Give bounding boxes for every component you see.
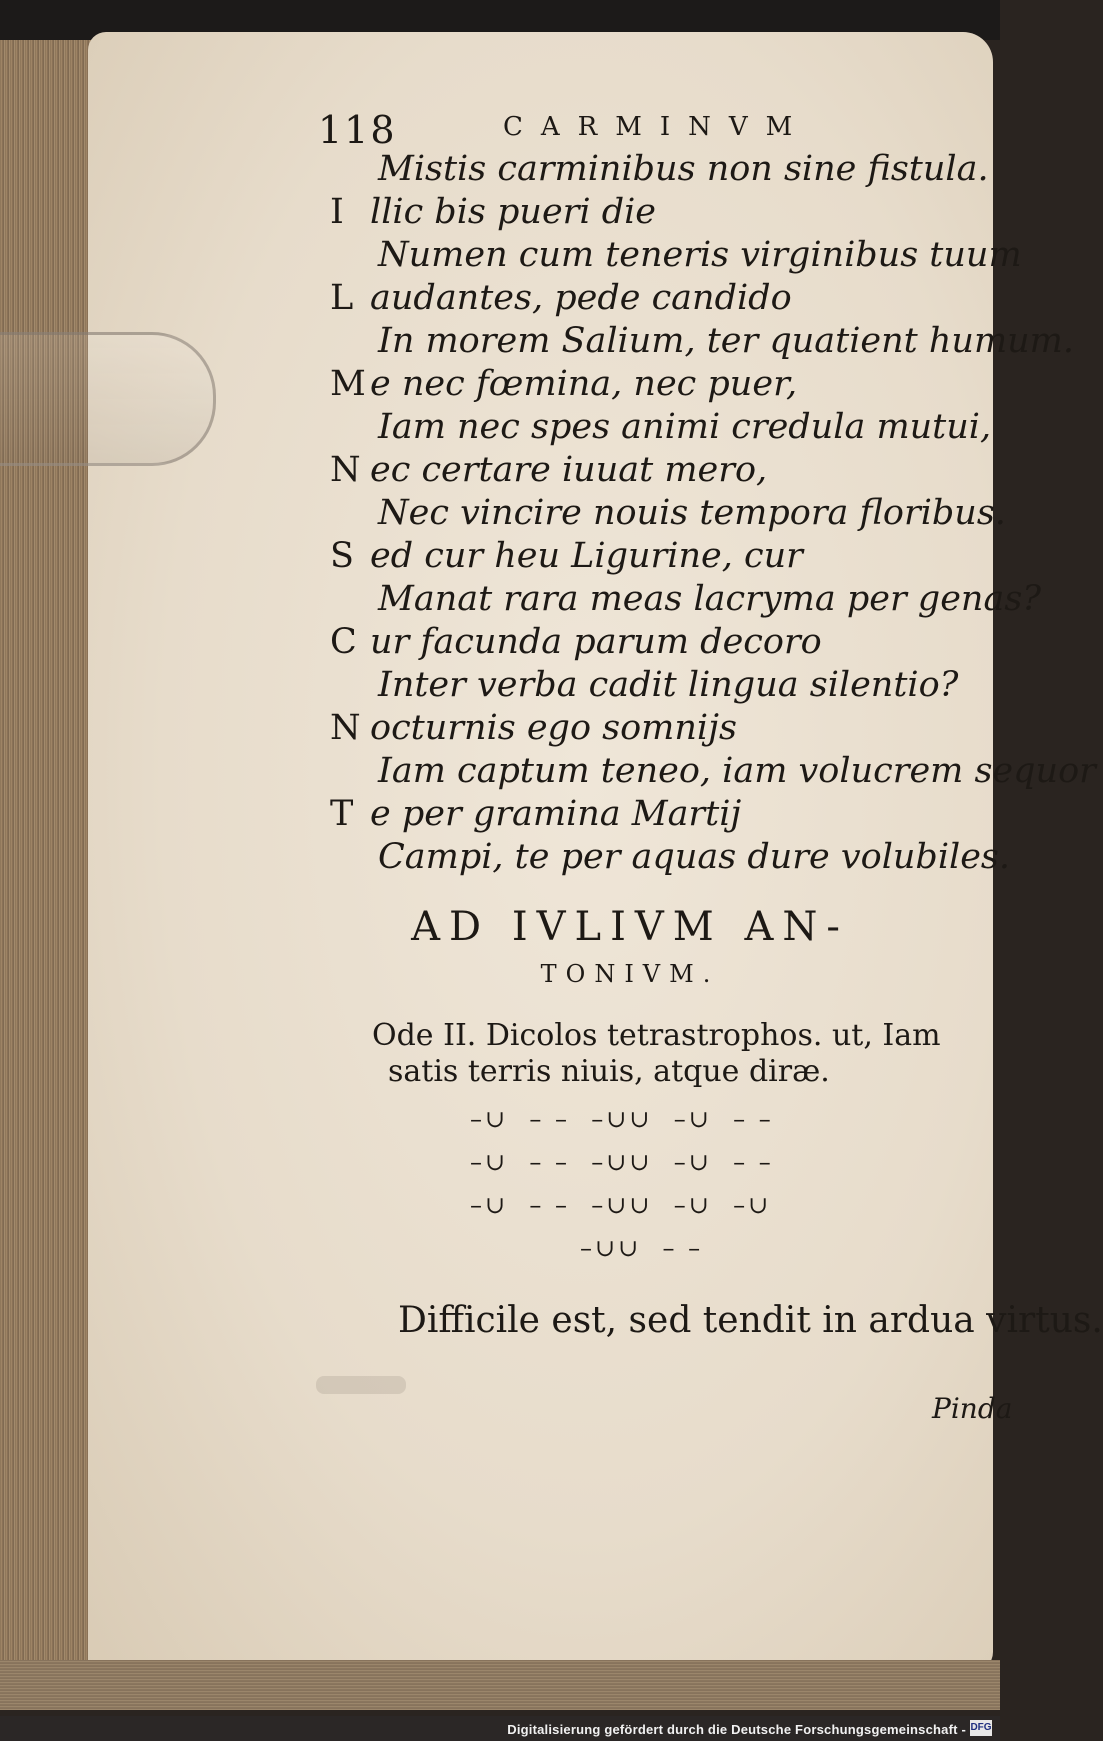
verse-line: [330, 707, 970, 750]
page-number: 118: [318, 108, 397, 152]
verse-text: e nec fœmina, nec puer,: [370, 364, 798, 404]
meter-line: –∪ – – –∪∪ –∪ –∪: [470, 1191, 772, 1219]
ink-bleed-smudge: [316, 1376, 406, 1394]
verse-line: [330, 664, 970, 707]
verse-initial: N: [330, 708, 361, 748]
verse-initial: I: [330, 192, 344, 232]
ode-description-continued: satis terris niuis, atque diræ.: [388, 1054, 830, 1089]
verse-line: [330, 234, 1022, 277]
verse-text: Manat rara meas lacryma per genas?: [378, 579, 1042, 619]
motto: Difficile est, sed tendit in ardua virtus.: [398, 1300, 1103, 1341]
running-head: CARMINVM: [503, 112, 811, 142]
ode-heading-continued: TONIVM.: [540, 960, 720, 988]
footer-credit: Digitalisierung gefördert durch die Deutsche Forschungsgemeinschaft -: [507, 1722, 966, 1737]
book-bottom-edge: [0, 1660, 1000, 1710]
verse-line: [330, 621, 970, 664]
page-clip: [0, 332, 216, 466]
verse-text: ed cur heu Ligurine, cur: [370, 536, 803, 576]
verse-initial: C: [330, 622, 357, 662]
verse-line: [330, 363, 970, 406]
verse-text: Numen cum teneris virginibus tuum: [378, 235, 1022, 275]
book-page-edges: [0, 40, 95, 1670]
verse-text: In morem Salium, ter quatient humum.: [378, 321, 1075, 361]
verse-line: [330, 793, 970, 836]
verse-line: [330, 535, 970, 578]
verse-line: [330, 277, 970, 320]
verse-text: Iam nec spes animi credula mutui,: [378, 407, 992, 447]
verse-line: [330, 836, 1011, 879]
verse-text: e per gramina Martij: [370, 794, 742, 834]
verse-text: Campi, te per aquas dure volubiles.: [378, 837, 1011, 877]
catchword: Pinda: [932, 1392, 1013, 1425]
page-header: [318, 108, 908, 152]
verse-initial: M: [330, 364, 366, 404]
ode-heading: AD IVLIVM AN-: [411, 904, 849, 950]
verse-initial: T: [330, 794, 354, 834]
verse-line: [330, 191, 970, 234]
verse-line: [330, 578, 1042, 621]
verse-text: Nec vincire nouis tempora floribus.: [378, 493, 1006, 533]
verse-line: [330, 148, 989, 191]
verse-line: [330, 492, 1006, 535]
meter-line: –∪ – – –∪∪ –∪ – –: [470, 1148, 774, 1176]
verse-text: octurnis ego somnijs: [370, 708, 737, 748]
verse-initial: S: [330, 536, 354, 576]
verse-line: [330, 320, 1075, 363]
verse-text: Mistis carminibus non sine fistula.: [378, 149, 989, 189]
verse-text: llic bis pueri die: [370, 192, 657, 232]
meter-line: –∪∪ – –: [580, 1234, 704, 1262]
meter-line: –∪ – – –∪∪ –∪ – –: [470, 1105, 774, 1133]
ode-description: Ode II. Dicolos tetrastrophos. ut, Iam: [372, 1018, 941, 1053]
dfg-logo: DFG: [970, 1720, 992, 1736]
verse-text: ec certare iuuat mero,: [370, 450, 768, 490]
verse-line: [330, 449, 970, 492]
verse-text: audantes, pede candido: [370, 278, 792, 318]
verse-text: Inter verba cadit lingua silentio?: [378, 665, 959, 705]
verse-text: Iam captum teneo, iam volucrem sequor: [378, 751, 1096, 791]
verse-line: [330, 406, 992, 449]
verse-initial: L: [330, 278, 354, 318]
verse-block: [330, 148, 1096, 879]
verse-initial: N: [330, 450, 361, 490]
meter-scheme: [470, 1105, 830, 1277]
verse-text: ur facunda parum decoro: [370, 622, 822, 662]
verse-line: [330, 750, 1096, 793]
